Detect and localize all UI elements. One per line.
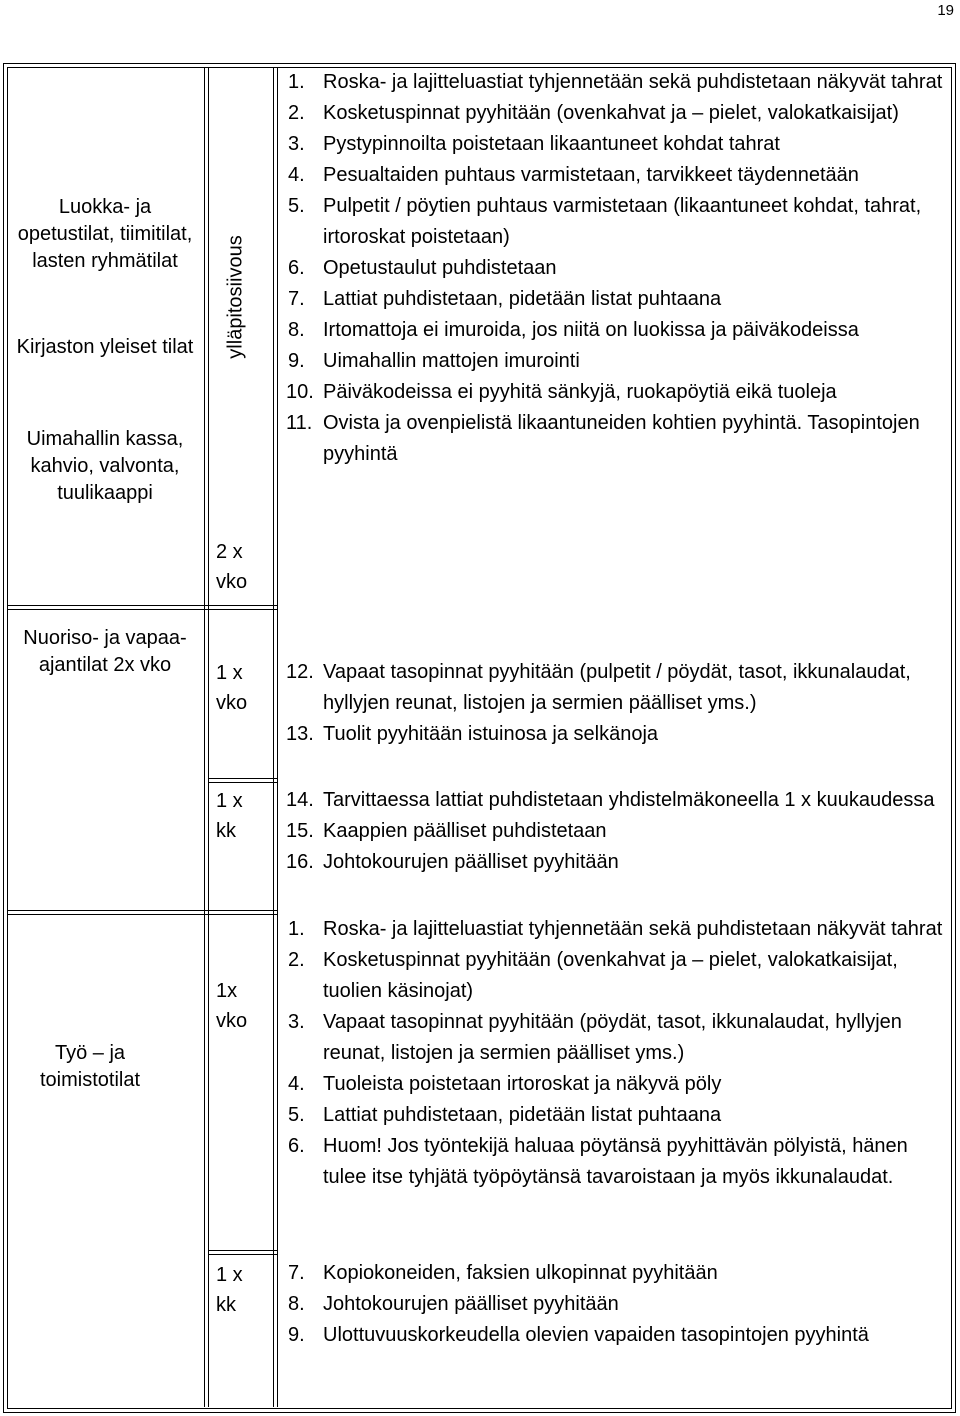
task-number: 9. (288, 350, 305, 372)
task-number: 4. (288, 164, 305, 186)
task-text: Pystypinnoilta poistetaan likaantuneet kohdat tahrat (323, 133, 780, 155)
vertical-label (216, 232, 256, 362)
task-text: Lattiat puhdistetaan, pidetään listat puhtaana (323, 1104, 722, 1126)
area-label: Kirjaston yleiset tilat (16, 336, 194, 358)
list-item (288, 315, 948, 346)
list-item (288, 377, 948, 408)
task-number: 4. (288, 1073, 305, 1095)
task-number: 9. (288, 1324, 305, 1346)
list-item (288, 719, 948, 750)
task-text: Kosketuspinnat pyyhitään (ovenkahvat ja – pielet, valokatkaisijat) (323, 102, 899, 124)
list-item (288, 1320, 948, 1351)
list-item (288, 914, 948, 945)
col-divider-2b (277, 67, 278, 1407)
task-text: Ovista ja ovenpielistä likaantuneiden kohtien pyyhintä. Tasopintojen pyyhintä (323, 412, 920, 465)
area-label: Luokka- ja opetustilat, tiimitilat, lasten ryhmätilat (17, 196, 193, 272)
row-divider-4a (208, 1250, 277, 1251)
list-item (288, 847, 948, 878)
list-item (288, 785, 948, 816)
list-item (288, 945, 948, 1007)
row-divider-2a (208, 778, 277, 779)
vertical-label-text: ylläpitosiivous (224, 235, 247, 359)
list-item (288, 1289, 948, 1320)
row-divider-3b (7, 914, 277, 915)
page-number: 19 (937, 2, 954, 19)
task-number: 8. (288, 1293, 305, 1315)
list-item (288, 346, 948, 377)
list-item (288, 1007, 948, 1069)
list-item (288, 408, 948, 470)
col-divider-1a (204, 67, 205, 1407)
task-text: Johtokourujen päälliset pyyhitään (323, 851, 619, 873)
task-number: 13. (286, 723, 314, 745)
area-label: Uimahallin kassa, kahvio, valvonta, tuulikaappi (26, 428, 184, 504)
list-item (288, 284, 948, 315)
task-text: Kosketuspinnat pyyhitään (ovenkahvat ja – pielet, valokatkaisijat, tuolien käsinojat) (323, 949, 898, 1002)
area-label: Työ – ja toimistotilat (39, 1042, 141, 1091)
col-divider-2a (273, 67, 274, 1407)
task-text: Kaappien päälliset puhdistetaan (323, 820, 607, 842)
task-number: 12. (286, 661, 314, 683)
task-number: 14. (286, 789, 314, 811)
list-item (288, 1100, 948, 1131)
frequency-label: 1 x kk (216, 790, 243, 842)
list-item (288, 1258, 948, 1289)
task-text: Kopiokoneiden, faksien ulkopinnat pyyhitään (323, 1262, 718, 1284)
task-list (288, 657, 948, 750)
task-text: Tuoleista poistetaan irtoroskat ja näkyvä pöly (323, 1073, 722, 1095)
task-number: 5. (288, 195, 305, 217)
list-item (288, 657, 948, 719)
row-divider-2b (208, 782, 277, 783)
task-number: 15. (286, 820, 314, 842)
task-text: Päiväkodeissa ei pyyhitä sänkyjä, ruokapöytiä eikä tuoleja (323, 381, 837, 403)
frequency-label: 1 x kk (216, 1264, 243, 1316)
row-divider-4b (208, 1254, 277, 1255)
task-number: 6. (288, 257, 305, 279)
task-number: 2. (288, 102, 305, 124)
list-item (288, 253, 948, 284)
task-number: 7. (288, 288, 305, 310)
list-item (288, 98, 948, 129)
task-text: Roska- ja lajitteluastiat tyhjennetään sekä puhdistetaan näkyvät tahrat (323, 71, 943, 93)
list-item (288, 67, 948, 98)
task-number: 3. (288, 1011, 305, 1033)
row-divider-3a (7, 910, 277, 911)
task-text: Roska- ja lajitteluastiat tyhjennetään sekä puhdistetaan näkyvät tahrat (323, 918, 943, 940)
frequency-label: 1 x vko (216, 662, 248, 714)
task-text: Tuolit pyyhitään istuinosa ja selkänoja (323, 723, 659, 745)
list-item (288, 1131, 948, 1193)
row-divider-1b (7, 609, 277, 610)
list-item (288, 1069, 948, 1100)
task-text: Ulottuvuuskorkeudella olevien vapaiden tasopintojen pyyhintä (323, 1324, 869, 1346)
task-list (288, 785, 948, 878)
task-list (288, 914, 948, 1193)
task-number: 5. (288, 1104, 305, 1126)
task-text: Johtokourujen päälliset pyyhitään (323, 1293, 619, 1315)
list-item (288, 160, 948, 191)
frequency-label: 2 x vko (216, 541, 248, 593)
area-label: Nuoriso- ja vapaa-ajantilat 2x vko (23, 627, 187, 676)
task-list (288, 67, 948, 470)
task-text: Uimahallin mattojen imurointi (323, 350, 580, 372)
task-text: Huom! Jos työntekijä haluaa pöytänsä pyyhittävän pölyistä, hänen tulee itse tyhjätä työpöytänsä tavaroistaan ja myös ikkunalaudat. (323, 1135, 908, 1188)
list-item (288, 129, 948, 160)
task-number: 1. (288, 71, 305, 93)
col-divider-1b (208, 67, 209, 1407)
task-number: 6. (288, 1135, 305, 1157)
list-item (288, 191, 948, 253)
task-list (288, 1258, 948, 1351)
task-number: 3. (288, 133, 305, 155)
list-item (288, 816, 948, 847)
row-divider-1a (7, 605, 277, 606)
task-text: Pulpetit / pöytien puhtaus varmistetaan (likaantuneet kohdat, tahrat, irtoroskat poistetaan) (323, 195, 922, 248)
task-text: Irtomattoja ei imuroida, jos niitä on luokissa ja päiväkodeissa (323, 319, 859, 341)
task-number: 8. (288, 319, 305, 341)
task-text: Vapaat tasopinnat pyyhitään (pulpetit / pöydät, tasot, ikkunalaudat, hyllyjen reunat, listojen ja sermien päälliset yms.) (323, 661, 911, 714)
task-number: 11. (286, 412, 313, 434)
task-number: 1. (288, 918, 305, 940)
task-number: 16. (286, 851, 314, 873)
frequency-label: 1x vko (216, 980, 248, 1032)
task-text: Pesualtaiden puhtaus varmistetaan, tarvikkeet täydennetään (323, 164, 859, 186)
task-number: 7. (288, 1262, 305, 1284)
task-text: Opetustaulut puhdistetaan (323, 257, 557, 279)
task-number: 10. (286, 381, 314, 403)
task-text: Vapaat tasopinnat pyyhitään (pöydät, tasot, ikkunalaudat, hyllyjen reunat, listojen ja sermien päälliset yms.) (323, 1011, 902, 1064)
task-text: Tarvittaessa lattiat puhdistetaan yhdistelmäkoneella 1 x kuukaudessa (323, 789, 935, 811)
task-number: 2. (288, 949, 305, 971)
task-text: Lattiat puhdistetaan, pidetään listat puhtaana (323, 288, 722, 310)
